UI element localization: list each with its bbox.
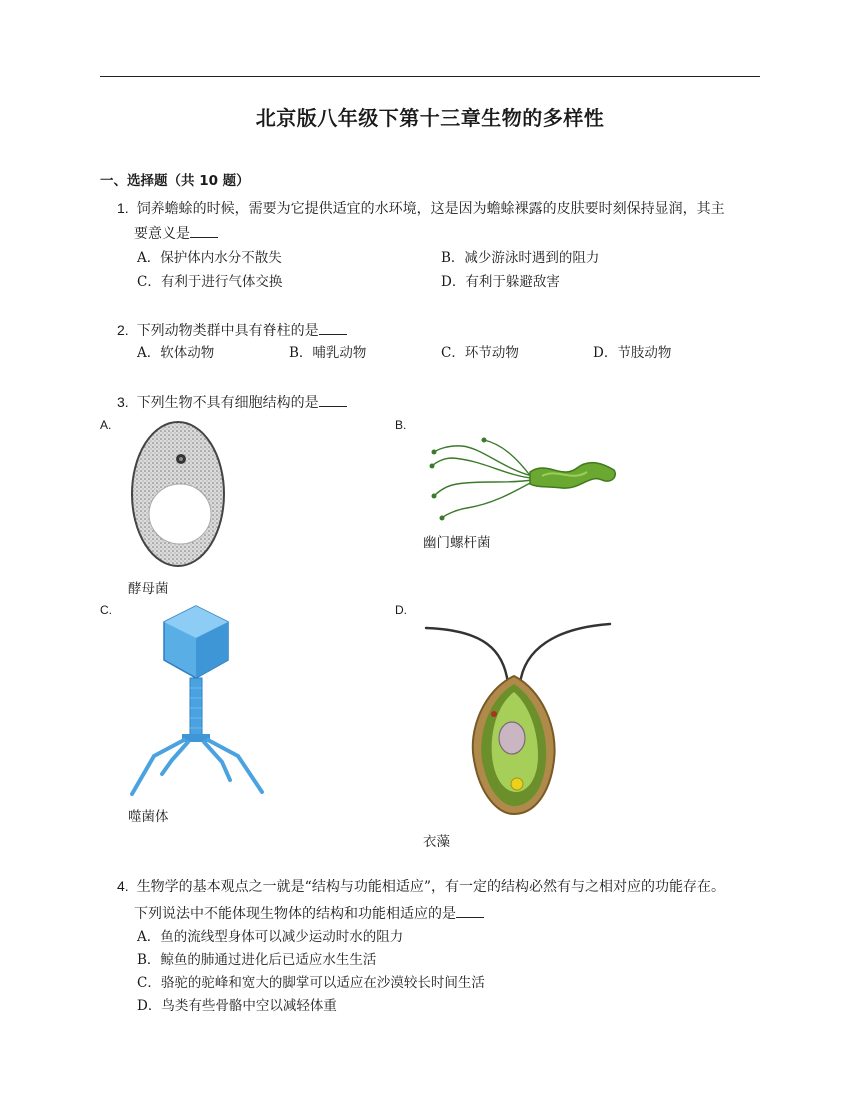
question-text: 下列动物类群中具有脊柱的是 [136,323,319,339]
question-text: 要意义是 [134,226,190,242]
image-option-d-label[interactable]: D. [395,603,407,617]
option-d[interactable]: D．有利于躲避敌害 [441,274,560,290]
question-number: 2. [117,322,129,338]
option-a[interactable]: A．保护体内水分不散失 [137,250,282,266]
question-number: 1. [117,200,129,216]
question-text: 饲养蟾蜍的时候，需要为它提供适宜的水环境，这是因为蟾蜍裸露的皮肤要时刻保持显润，其主 [136,201,725,217]
question-text: 生物学的基本观点之一就是“结构与功能相适应”，有一定的结构必然有与之相对应的功能存在。 [136,879,725,895]
question-2 [117,318,347,343]
bacteriophage-image[interactable] [126,604,268,800]
option-d[interactable]: D．节肢动物 [593,345,672,361]
top-rule [100,76,760,77]
option-b[interactable]: B．鲸鱼的肺通过进化后已适应水生生活 [137,952,377,968]
image-caption: 幽门螺杆菌 [423,535,491,551]
answer-blank[interactable] [456,903,484,918]
question-text: 下列生物不具有细胞结构的是 [136,395,319,411]
option-c[interactable]: C．骆驼的驼峰和宽大的脚掌可以适应在沙漠较长时间生活 [137,975,485,991]
option-b[interactable]: B．哺乳动物 [289,345,367,361]
image-option-a-label[interactable]: A. [100,418,112,432]
question-number: 4. [117,878,129,894]
option-a[interactable]: A．鱼的流线型身体可以减少运动时水的阻力 [137,929,404,945]
chlamydomonas-image[interactable] [424,610,614,824]
image-caption: 酵母菌 [128,581,169,597]
answer-blank[interactable] [190,223,218,238]
question-3 [117,390,347,415]
answer-blank[interactable] [319,320,347,335]
question-1 [117,196,767,221]
answer-blank[interactable] [319,392,347,407]
page-title: 北京版八年级下第十三章生物的多样性 [255,106,605,130]
image-caption: 衣藻 [423,834,450,850]
question-4-line2 [134,902,484,926]
image-caption: 噬菌体 [128,809,169,825]
helicobacter-image[interactable] [422,438,622,524]
section-heading: 一、选择题（共 10 题） [100,173,250,189]
question-1-line2 [134,222,218,246]
question-text: 下列说法中不能体现生物体的结构和功能相适应的是 [134,906,456,922]
option-c[interactable]: C．环节动物 [441,345,519,361]
option-b[interactable]: B．减少游泳时遇到的阻力 [441,250,600,266]
option-c[interactable]: C．有利于进行气体交换 [137,274,283,290]
option-a[interactable]: A．软体动物 [137,345,215,361]
option-d[interactable]: D．鸟类有些骨骼中空以减轻体重 [137,998,337,1014]
image-option-c-label[interactable]: C. [100,603,112,617]
question-number: 3. [117,394,129,410]
yeast-cell-image[interactable] [128,418,228,570]
question-4 [117,874,777,899]
image-option-b-label[interactable]: B. [395,418,407,432]
